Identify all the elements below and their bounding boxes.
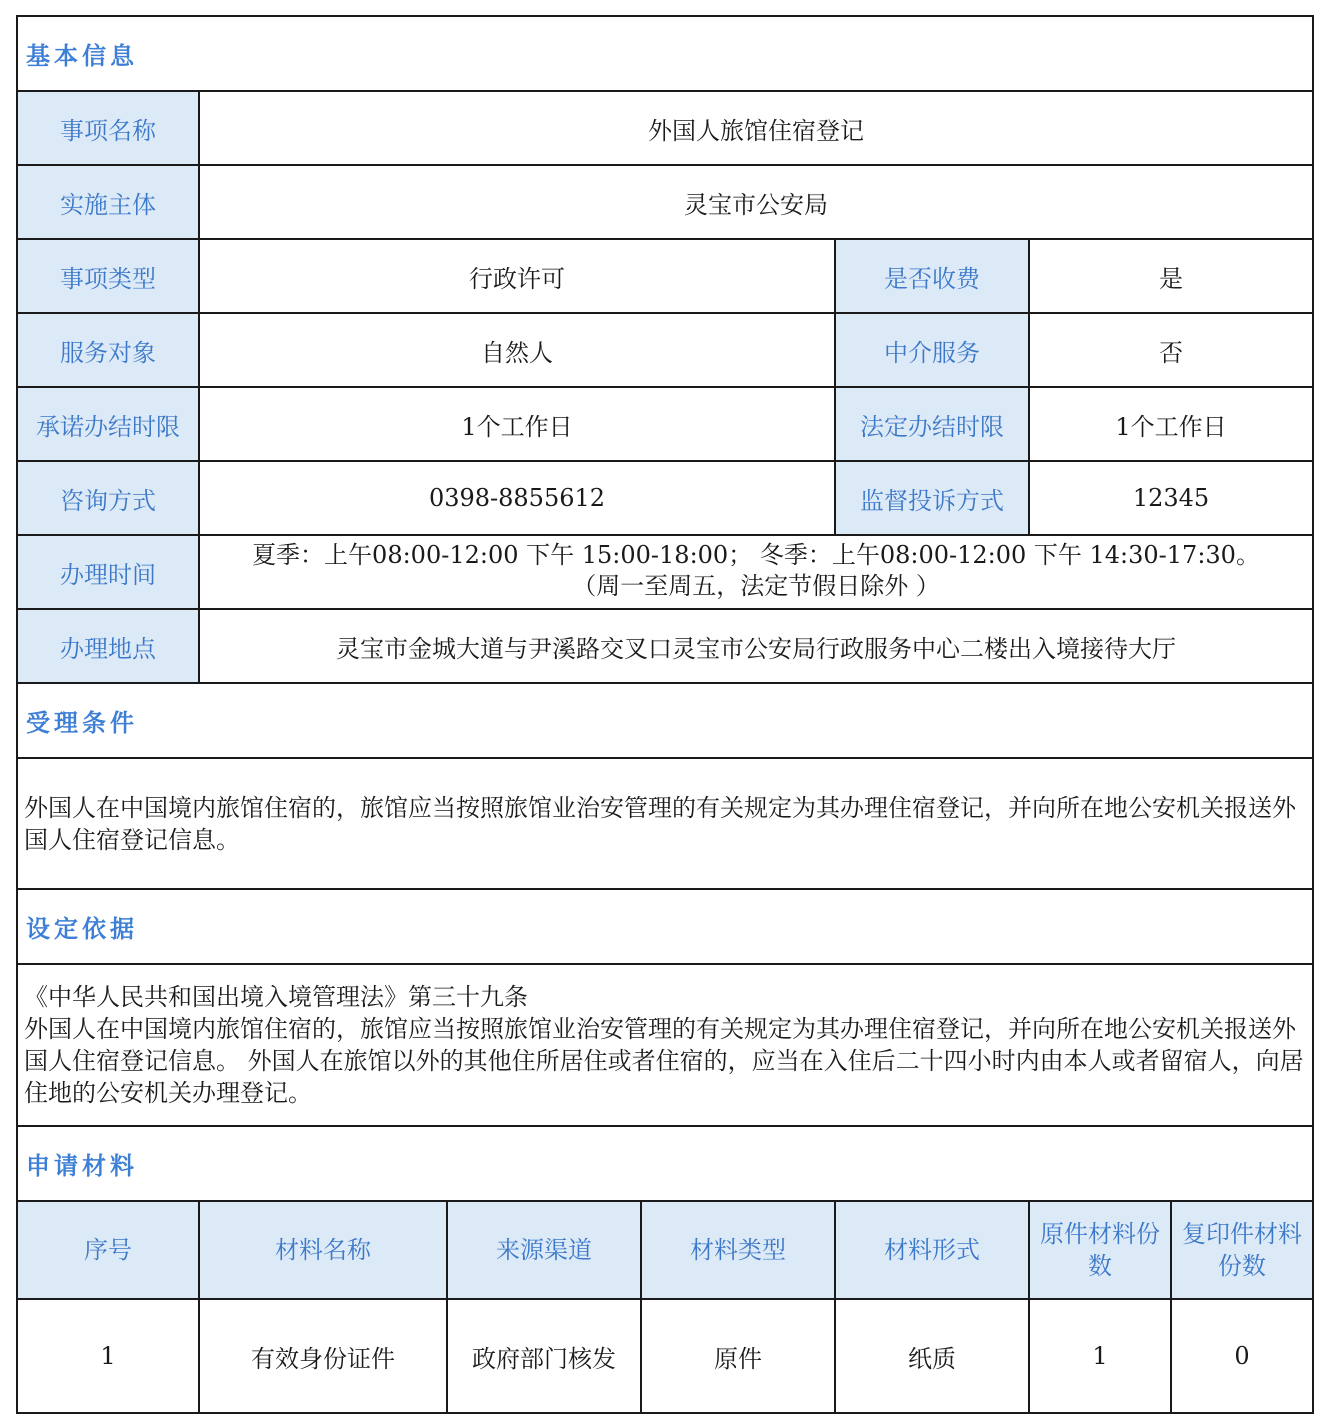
basic-info-title: 基本信息: [17, 16, 1313, 91]
conditions-text: 外国人在中国境内旅馆住宿的，旅馆应当按照旅馆业治安管理的有关规定为其办理住宿登记，并向所在地公安机关报送外国人住宿登记信息。: [17, 758, 1313, 889]
material-name: 有效身份证件: [199, 1299, 447, 1413]
conditions-title: 受理条件: [17, 683, 1313, 758]
consult-value: 0398-8855612: [199, 461, 835, 535]
promise-limit-value: 1个工作日: [199, 387, 835, 461]
hours-line-1: 夏季：上午08:00-12:00 下午 15:00-18:00； 冬季：上午08:00-12:00 下午 14:30-17:30。: [252, 541, 1260, 569]
basis-law-title: 《中华人民共和国出境入境管理法》第三十九条: [24, 983, 528, 1011]
material-original-count: 1: [1029, 1299, 1171, 1413]
materials-header-row: [17, 1201, 1313, 1299]
location-value: 灵宝市金城大道与尹溪路交叉口灵宝市公安局行政服务中心二楼出入境接待大厅: [199, 609, 1313, 683]
target-value: 自然人: [199, 313, 835, 387]
location-label: 办理地点: [17, 609, 199, 683]
agency-value: 否: [1029, 313, 1313, 387]
item-name-label: 事项名称: [17, 91, 199, 165]
item-name-value: 外国人旅馆住宿登记: [199, 91, 1313, 165]
hours-value: [199, 535, 1313, 609]
complaint-label: 监督投诉方式: [835, 461, 1029, 535]
materials-header-copy-count: 复印件材料份数: [1171, 1201, 1313, 1299]
table-row: [17, 1299, 1313, 1413]
materials-header-form: 材料形式: [835, 1201, 1029, 1299]
hours-label: 办理时间: [17, 535, 199, 609]
fee-label: 是否收费: [835, 239, 1029, 313]
basis-title: 设定依据: [17, 889, 1313, 964]
material-type: 原件: [641, 1299, 835, 1413]
materials-title: 申请材料: [17, 1126, 1313, 1201]
legal-limit-value: 1个工作日: [1029, 387, 1313, 461]
material-index: 1: [17, 1299, 199, 1413]
hours-line-2: （周一至周五，法定节假日除外 ）: [572, 572, 940, 600]
subject-value: 灵宝市公安局: [199, 165, 1313, 239]
materials-header-original-count: 原件材料份数: [1029, 1201, 1171, 1299]
subject-label: 实施主体: [17, 165, 199, 239]
agency-label: 中介服务: [835, 313, 1029, 387]
materials-header-index: 序号: [17, 1201, 199, 1299]
basis-text: 外国人在中国境内旅馆住宿的，旅馆应当按照旅馆业治安管理的有关规定为其办理住宿登记，并向所在地公安机关报送外国人住宿登记信息。 外国人在旅馆以外的其他住所居住或者住宿的，应当在入住后二十四小时内由本人或者留宿人，向居住地的公安机关办理登记。: [24, 1015, 1304, 1107]
item-type-value: 行政许可: [199, 239, 835, 313]
materials-header-name: 材料名称: [199, 1201, 447, 1299]
legal-limit-label: 法定办结时限: [835, 387, 1029, 461]
material-source: 政府部门核发: [447, 1299, 641, 1413]
material-copy-count: 0: [1171, 1299, 1313, 1413]
consult-label: 咨询方式: [17, 461, 199, 535]
material-form: 纸质: [835, 1299, 1029, 1413]
materials-header-type: 材料类型: [641, 1201, 835, 1299]
target-label: 服务对象: [17, 313, 199, 387]
basis-text-cell: [17, 964, 1313, 1126]
service-item-table: [16, 15, 1314, 1414]
item-type-label: 事项类型: [17, 239, 199, 313]
promise-limit-label: 承诺办结时限: [17, 387, 199, 461]
materials-header-source: 来源渠道: [447, 1201, 641, 1299]
complaint-value: 12345: [1029, 461, 1313, 535]
fee-value: 是: [1029, 239, 1313, 313]
